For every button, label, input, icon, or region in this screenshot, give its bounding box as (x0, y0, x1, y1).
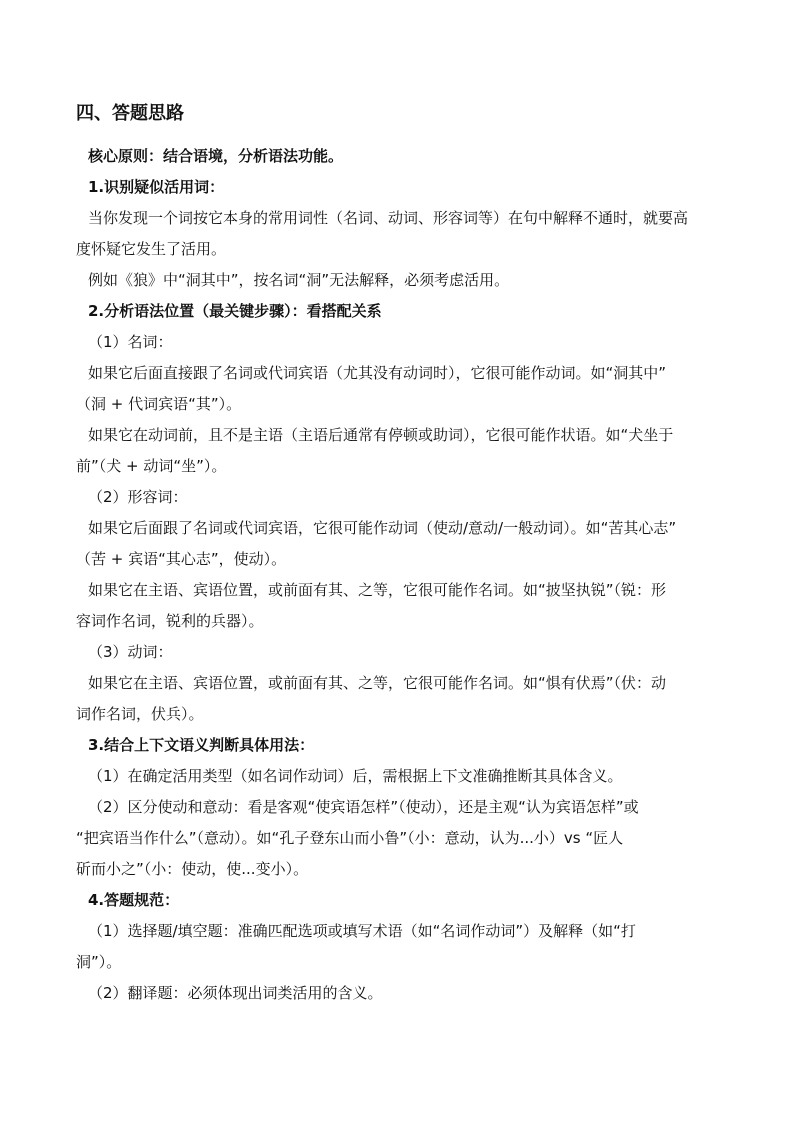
paragraph-line: 词作名词，伏兵）。 (76, 705, 204, 723)
paragraph-line: （苦 + 宾语“其心志”，使动）。 (76, 550, 287, 568)
paragraph-line: 例如《狼》中“洞其中”，按名词“洞”无法解释，必须考虑活用。 (88, 271, 510, 289)
paragraph-line: 度怀疑它发生了活用。 (76, 240, 227, 258)
paragraph-line: 当你发现一个词按它本身的常用词性（名词、动词、形容词等）在句中解释不通时，就要高 (88, 209, 689, 227)
subheading-verb: （3）动词： (88, 643, 173, 661)
paragraph-line: 如果它在主语、宾语位置，或前面有其、之等，它很可能作名词。如“披坚执锐”（锐：形 (88, 581, 667, 599)
paragraph-line: 如果它后面直接跟了名词或代词宾语（尤其没有动词时），它很可能作动词。如“洞其中” (88, 364, 667, 382)
paragraph-line: （1）在确定活用类型（如名词作动词）后，需根据上下文准确推断其具体含义。 (88, 767, 623, 785)
paragraph-line: 如果它后面跟了名词或代词宾语，它很可能作动词（使动/意动/一般动词）。如“苦其心志” (88, 519, 677, 537)
section-heading: 四、答题思路 (76, 103, 184, 124)
paragraph-line: （2）翻译题：必须体现出词类活用的含义。 (88, 984, 383, 1002)
step-1-title: 1.识别疑似活用词： (88, 178, 225, 196)
paragraph-line: 洞”）。 (76, 953, 122, 971)
paragraph-line: （2）区分使动和意动：看是客观“使宾语怎样”（使动），还是主观“认为宾语怎样”或 (88, 798, 639, 816)
paragraph-line: 如果它在主语、宾语位置，或前面有其、之等，它很可能作名词。如“惧有伏焉”（伏：动 (88, 674, 667, 692)
paragraph-line: 斫而小之”（小：使动，使...变小）。 (76, 860, 309, 878)
subheading-noun: （1）名词： (88, 333, 173, 351)
step-2-title: 2.分析语法位置（最关键步骤）：看搭配关系 (88, 302, 382, 320)
core-principle: 核心原则：结合语境，分析语法功能。 (88, 147, 344, 165)
paragraph-line: 如果它在动词前，且不是主语（主语后通常有停顿或助词），它很可能作状语。如“犬坐于 (88, 426, 674, 444)
step-4-title: 4.答题规范： (88, 891, 180, 909)
paragraph-line: “把宾语当作什么”（意动）。如“孔子登东山而小鲁”（小：意动，认为...小）vs “匠人 (76, 829, 624, 847)
paragraph-line: （1）选择题/填空题：准确匹配选项或填写术语（如“名词作动词”）及解释（如“打 (88, 922, 636, 940)
paragraph-line: （洞 + 代词宾语“其”）。 (76, 395, 242, 413)
step-3-title: 3.结合上下文语义判断具体用法： (88, 736, 315, 754)
paragraph-line: 前”（犬 + 动词“坐”）。 (76, 457, 227, 475)
paragraph-line: 容词作名词，锐利的兵器）。 (76, 612, 264, 630)
subheading-adjective: （2）形容词： (88, 488, 188, 506)
